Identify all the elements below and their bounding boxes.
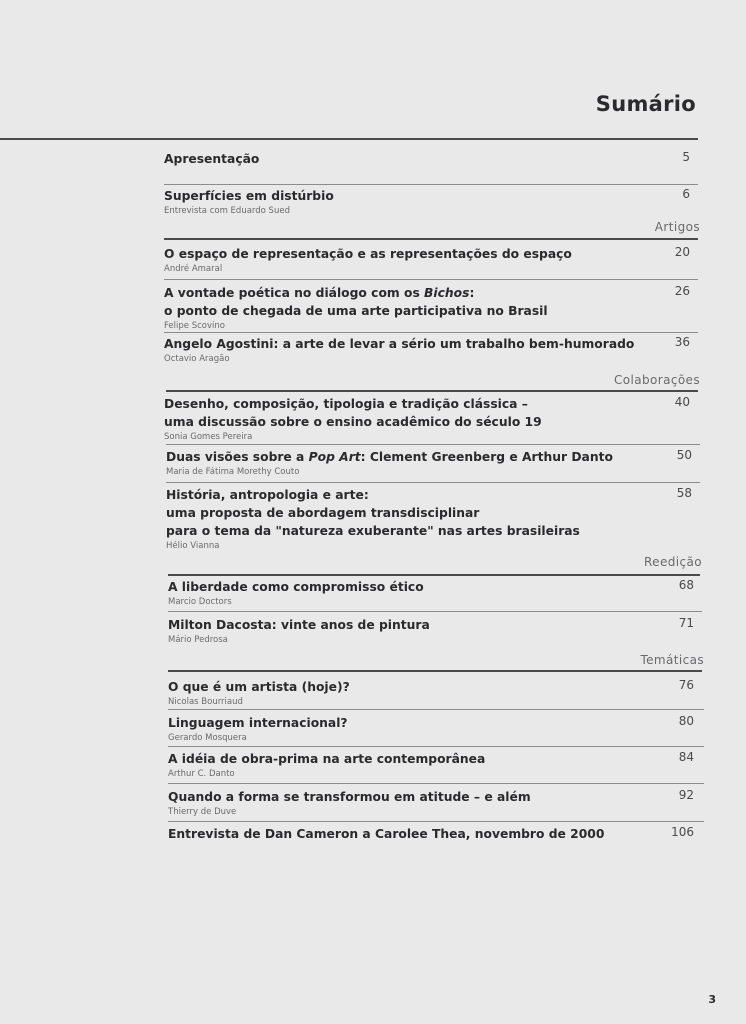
entry-title: Duas visões sobre a Pop Art: Clement Greenberg e Arthur Danto [166, 450, 613, 464]
section-label-colaboracoes: Colaborações [613, 373, 700, 387]
entry-title: Superfícies em distúrbio [164, 189, 334, 203]
divider [164, 279, 698, 280]
section-rule [168, 670, 702, 672]
divider [166, 444, 700, 445]
entry-page: 106 [671, 825, 694, 839]
toc-entry-desenho[interactable] [164, 395, 698, 442]
divider [168, 611, 702, 612]
divider [168, 821, 704, 822]
divider [164, 332, 698, 333]
entry-title-line2: uma discussão sobre o ensino acadêmico do século 19 [164, 415, 542, 429]
entry-page: 68 [678, 578, 694, 592]
page-number: 3 [708, 993, 716, 1006]
divider [168, 709, 704, 710]
entry-author: Hélio Vianna [166, 541, 220, 551]
section-label-reedicao: Reedição [643, 555, 702, 569]
entry-page: 26 [674, 284, 690, 298]
entry-page: 5 [682, 150, 690, 164]
page-title: Sumário [595, 92, 696, 116]
entry-title: A vontade poética no diálogo com os Bichos: [164, 286, 475, 300]
title-rule [0, 138, 698, 140]
entry-title-line3: para o tema da "natureza exuberante" nas artes brasileiras [166, 524, 580, 538]
entry-page: 76 [678, 678, 694, 692]
toc-entry-quando-a-forma[interactable] [168, 788, 702, 817]
section-label-artigos: Artigos [654, 220, 700, 234]
entry-title: Milton Dacosta: vinte anos de pintura [168, 618, 430, 632]
toc-entry-liberdade[interactable] [168, 578, 702, 607]
divider [168, 783, 704, 784]
entry-author: Octavio Aragão [164, 354, 230, 364]
entry-author: Mário Pedrosa [168, 635, 228, 645]
entry-title: Apresentação [164, 152, 260, 166]
entry-page: 6 [682, 187, 690, 201]
toc-entry-linguagem[interactable] [168, 714, 702, 743]
toc-entry-superficies[interactable] [164, 187, 698, 216]
section-rule [166, 390, 698, 392]
entry-author: Marcio Doctors [168, 597, 232, 607]
entry-title-line2: uma proposta de abordagem transdisciplinar [166, 506, 480, 520]
entry-page: 71 [678, 616, 694, 630]
toc-entry-milton-dacosta[interactable] [168, 616, 702, 645]
entry-author: Arthur C. Danto [168, 769, 235, 779]
entry-author: Sonia Gomes Pereira [164, 432, 253, 442]
toc-entry-entrevista-dan-cameron[interactable] [168, 825, 702, 843]
entry-title: A idéia de obra-prima na arte contemporânea [168, 752, 486, 766]
divider [166, 482, 700, 483]
section-label-tematicas: Temáticas [640, 653, 704, 667]
entry-title: O que é um artista (hoje)? [168, 680, 350, 694]
toc-entry-obra-prima[interactable] [168, 750, 702, 779]
entry-page: 84 [678, 750, 694, 764]
entry-page: 92 [678, 788, 694, 802]
entry-title: Desenho, composição, tipologia e tradição clássica – [164, 397, 528, 411]
entry-author: Entrevista com Eduardo Sued [164, 206, 290, 216]
toc-entry-angelo-agostini[interactable] [164, 335, 698, 364]
entry-title: Angelo Agostini: a arte de levar a sério um trabalho bem-humorado [164, 337, 635, 351]
entry-title: O espaço de representação e as representações do espaço [164, 247, 572, 261]
entry-title: A liberdade como compromisso ético [168, 580, 424, 594]
entry-title: Entrevista de Dan Cameron a Carolee Thea, novembro de 2000 [168, 827, 605, 841]
entry-page: 80 [678, 714, 694, 728]
toc-entry-apresentacao[interactable] [164, 150, 698, 168]
section-rule [164, 238, 698, 240]
toc-entry-historia[interactable] [166, 486, 700, 551]
entry-title: História, antropologia e arte: [166, 488, 369, 502]
toc-entry-vontade-poetica[interactable] [164, 284, 698, 331]
toc-entry-espaco[interactable] [164, 245, 698, 274]
section-rule [168, 574, 700, 576]
entry-title: Linguagem internacional? [168, 716, 348, 730]
toc-entry-duas-visoes[interactable] [166, 448, 700, 477]
entry-page: 40 [674, 395, 690, 409]
entry-page: 58 [676, 486, 692, 500]
entry-author: Felipe Scovino [164, 321, 225, 331]
entry-author: Gerardo Mosquera [168, 733, 247, 743]
divider [168, 746, 704, 747]
entry-author: André Amaral [164, 264, 223, 274]
toc-entry-o-que-e-um-artista[interactable] [168, 678, 702, 707]
entry-title-line2: o ponto de chegada de uma arte participativa no Brasil [164, 304, 548, 318]
entry-page: 20 [674, 245, 690, 259]
entry-page: 50 [676, 448, 692, 462]
entry-author: Thierry de Duve [168, 807, 237, 817]
entry-title: Quando a forma se transformou em atitude – e além [168, 790, 531, 804]
entry-page: 36 [674, 335, 690, 349]
divider [164, 184, 698, 185]
entry-author: Nicolas Bourriaud [168, 697, 243, 707]
entry-author: Maria de Fátima Morethy Couto [166, 467, 300, 477]
